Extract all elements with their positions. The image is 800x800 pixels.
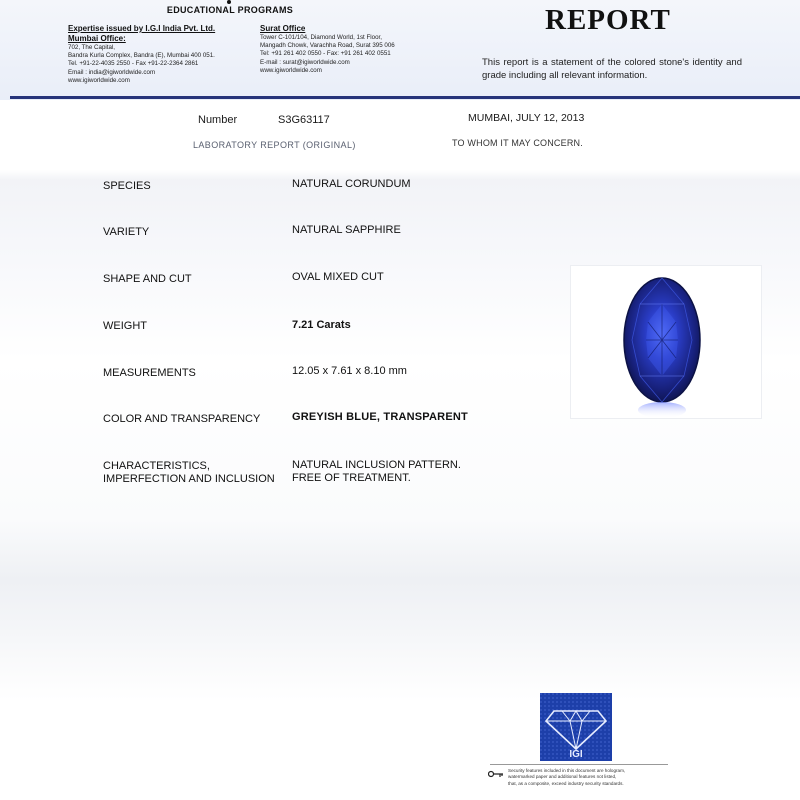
surat-address-line: Mangadh Chowk, Varachha Road, Surat 395 006: [260, 42, 395, 50]
characteristics-value-line-2: FREE OF TREATMENT.: [292, 472, 411, 484]
variety-value: NATURAL SAPPHIRE: [292, 224, 401, 236]
surat-phone-line: Tel: +91 261 402 0550 - Fax: +91 261 402 0551: [260, 50, 391, 58]
variety-label: VARIETY: [103, 226, 150, 238]
hologram-label: IGI: [569, 749, 583, 760]
security-note-line: Security features included in this document are hologram,: [508, 768, 626, 773]
species-label: SPECIES: [103, 180, 151, 192]
color-transparency-value: GREYISH BLUE, TRANSPARENT: [292, 411, 468, 423]
characteristics-label: CHARACTERISTICS,: [103, 460, 210, 472]
mumbai-email-line: Email : india@igiworldwide.com: [68, 68, 156, 76]
mumbai-office-title: Mumbai Office:: [68, 34, 126, 43]
surat-address-line: Tower C-101/104, Diamond World, 1st Floor,: [260, 34, 382, 41]
program-title: EDUCATIONAL PROGRAMS: [166, 5, 294, 15]
weight-value: 7.21 Carats: [292, 319, 351, 331]
security-note-line: that, as a composite, exceed industry security standards.: [508, 780, 624, 786]
expertise-line: Expertise issued by I.G.I India Pvt. Ltd.: [68, 24, 216, 33]
shape-cut-label: SHAPE AND CUT: [103, 273, 192, 285]
mumbai-address-line: Bandra Kurla Complex, Bandra (E), Mumbai 400 051.: [68, 52, 215, 60]
report-description: This report is a statement of the colored stone's identity and grade including all relevant information.: [482, 57, 742, 81]
measurements-value: 12.05 x 7.61 x 8.10 mm: [292, 365, 407, 377]
surat-office-title: Surat Office: [260, 24, 306, 33]
surat-office-block: [260, 24, 460, 75]
mumbai-address-line: 702, The Capital,: [68, 44, 116, 51]
surat-website-line: www.igiworldwide.com: [260, 66, 322, 74]
characteristics-label-line-2: IMPERFECTION AND INCLUSION: [103, 473, 275, 485]
sapphire-gem-icon: [620, 274, 704, 424]
report-date: MUMBAI, JULY 12, 2013: [468, 112, 585, 124]
mumbai-phone-line: Tel. +91-22-4035 2550 - Fax +91-22-2364 2861: [68, 60, 199, 68]
security-note: [508, 768, 668, 787]
to-whom-label: TO WHOM IT MAY CONCERN.: [452, 138, 583, 148]
surat-email-line: E-mail : surat@igiworldwide.com: [260, 58, 350, 66]
shape-cut-value: OVAL MIXED CUT: [292, 271, 384, 283]
igi-hologram-icon: [540, 693, 612, 761]
security-note-line: watermarked paper and additional features not listed,: [508, 774, 617, 780]
key-icon: [488, 770, 504, 778]
security-divider: [490, 764, 668, 765]
measurements-label: MEASUREMENTS: [103, 367, 196, 379]
weight-label: WEIGHT: [103, 320, 147, 332]
report-number-value: S3G63117: [278, 114, 330, 126]
header-dot: [227, 0, 231, 4]
mumbai-website-line: www.igiworldwide.com: [68, 76, 130, 84]
laboratory-report-label: LABORATORY REPORT (ORIGINAL): [193, 140, 356, 150]
color-transparency-label: COLOR AND TRANSPARENCY: [103, 413, 261, 425]
report-title: REPORT: [545, 4, 671, 36]
characteristics-value: NATURAL INCLUSION PATTERN.: [292, 459, 461, 471]
mumbai-office-block: [68, 24, 258, 85]
header-divider: [10, 96, 800, 99]
report-number-label: Number: [198, 114, 238, 126]
species-value: NATURAL CORUNDUM: [292, 178, 411, 190]
